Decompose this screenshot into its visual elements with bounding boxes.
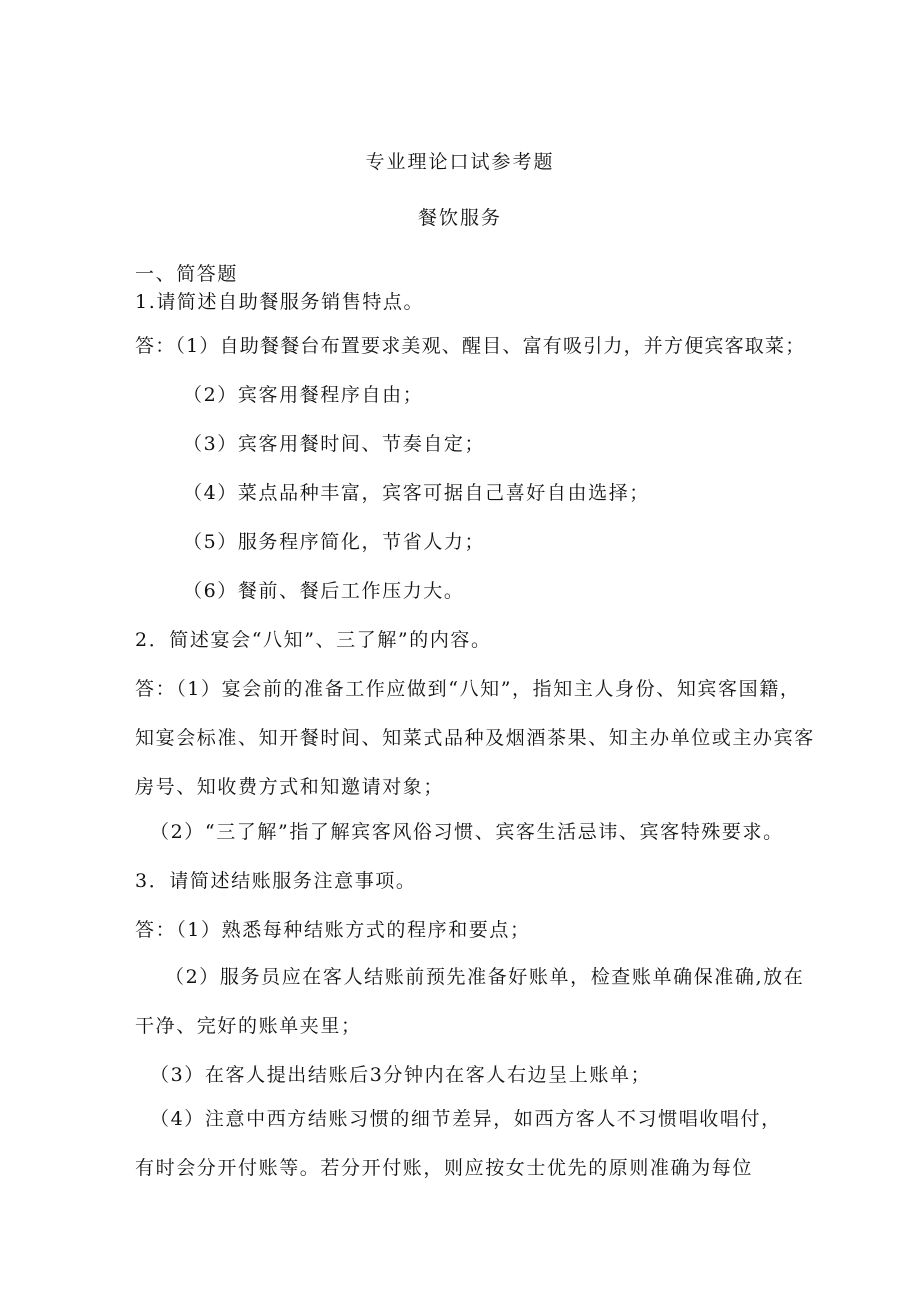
answer-3-item-4-line-1: （4）注意中西方结账习惯的细节差异，如西方客人不习惯唱收唱付， (150, 1108, 782, 1130)
answer-1-item-4: （4）菜点品种丰富，宾客可据自己喜好自由选择； (183, 482, 650, 504)
answer-1-item-3: （3）宾客用餐时间、节奏自定； (183, 433, 486, 455)
document-subtitle: 餐饮服务 (417, 207, 502, 229)
answer-1-item-5: （5）服务程序简化，节省人力； (183, 531, 486, 553)
question-3: 3．请简述结账服务注意事项。 (135, 870, 417, 892)
answer-1-item-2: （2）宾客用餐程序自由； (183, 384, 424, 406)
answer-2-line-1: 答：（1）宴会前的准备工作应做到“八知”，指知主人身份、知宾客国籍， (135, 678, 801, 700)
document-title: 专业理论口试参考题 (365, 151, 555, 173)
answer-3-item-3: （3）在客人提出结账后3分钟内在客人右边呈上账单； (150, 1064, 652, 1086)
answer-2-line-2: 知宴会标准、知开餐时间、知菜式品种及烟酒茶果、知主办单位或主办宾客 (135, 727, 815, 749)
answer-3-item-2-line-1: （2）服务员应在客人结账前预先准备好账单，检查账单确保准确,放在 (165, 966, 805, 988)
answer-2-item-2: （2）“三了解”指了解宾客风俗习惯、宾客生活忌讳、宾客特殊要求。 (150, 821, 784, 843)
question-2: 2．简述宴会“八知”、三了解”的内容。 (135, 629, 492, 651)
section-heading: 一、简答题 (135, 263, 239, 285)
answer-2-line-3: 房号、知收费方式和知邀请对象； (135, 776, 445, 798)
answer-1-item-1: 答：（1）自助餐餐台布置要求美观、醒目、富有吸引力，并方便宾客取菜； (135, 335, 806, 357)
answer-3-item-2-line-2: 干净、完好的账单夹里； (135, 1015, 362, 1037)
answer-1-item-6: （6）餐前、餐后工作压力大。 (183, 580, 465, 602)
question-1: 1.请简述自助餐服务销售特点。 (135, 291, 425, 313)
answer-3-item-4-line-2: 有时会分开付账等。若分开付账，则应按女士优先的原则准确为每位 (135, 1157, 754, 1179)
answer-3-item-1: 答：（1）熟悉每种结账方式的程序和要点； (135, 919, 531, 941)
